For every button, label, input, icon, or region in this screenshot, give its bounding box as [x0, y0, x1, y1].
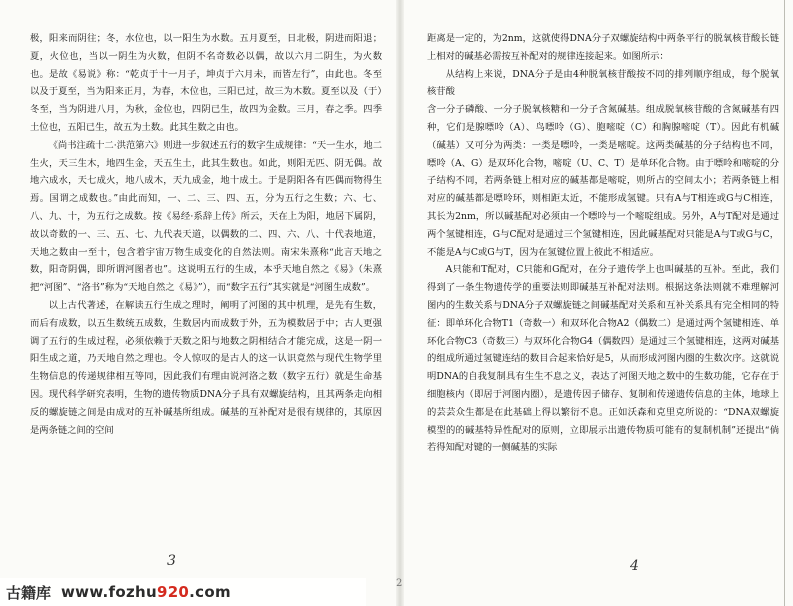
site-watermark [0, 578, 366, 606]
watermark-url-suffix: .com [189, 583, 231, 601]
right-paragraph-4: A只能和T配对，C只能和G配对，在分子遗传学上也叫碱基的互补。至此，我们得到了一条生物遗传学的重要法则即碱基互补配对法则。根据这条法则就不难理解河图内的生数关系与DNA分子双螺旋链之间碱基配对关系和互补关系具有完全相同的特征：即单环化合物T1（奇数一）和双环化合物A2（偶数二）是通过两个氢键相连、单环化合物C3（奇数三）与双环化合物G4（偶数四）是通过三个氢键相连，这两对碱基的组成所通过氢键连结的数目合起来恰好是5，从而形成河图内圈的生数次序。这就说明DNA的自我复制具有生生不息之义，表达了河图天地之数中的生数功能，它存在于细胞核内（即居于河图内圈），是遗传因子储存、复制和传递遗传信息的主体，地球上的芸芸众生都是在此基础上得以繁衍不息。正如沃森和克里克所说的：“DNA双螺旋模型的的碱基特异性配对的原则，立即展示出遗传物质可能有的复制机制”还提出“倘若得知配对键的一侧碱基的实际 [427, 264, 779, 454]
left-paragraph-2: 《尚书注疏十二·洪范第六》则进一步叙述五行的数字生成规律：“天一生水，地二生火，天三生木，地四生金，天五生土，此其生数也。如此，则阳无匹、阴无偶。故地六成水，天七成火，地八成木，天九成金，地十成土。于是阴阳各有匹偶而物得生焉。国谓之成数也。”由此而知，一、二、三、四、五，分为五行之生数；六、七、八、九、十，为五行之成数。按《易经·系辞上传》所云，天在上为阳，地居下属阴，故以奇数的一、三、五、七、九代表天道，以偶数的二、四、六、八、十代表地道，天地之数由一至十，包含着宇宙万物生成变化的自然法则。南宋朱熹称“此言天地之数，阳奇阴偶，即所谓河图者也”。这说明五行的生成，本乎天地自然之《易》（朱熹把“河图”、“洛书”称为“天地自然之《易》”），而“数字五行”其实就是“河图生成数”。 [30, 139, 382, 294]
left-page [30, 30, 382, 576]
watermark-url-number: 920 [156, 583, 190, 601]
book-gutter [396, 0, 404, 606]
page-number-right: 4 [630, 558, 639, 574]
scan-edge-line [784, 0, 785, 606]
watermark-site-name: 古籍库 [6, 583, 52, 602]
right-paragraph-2: 从结构上来说，DNA分子是由4种脱氧核苷酸按不同的排列顺序组成，每个脱氧核苷酸 [427, 68, 779, 98]
gutter-mark: 2 [396, 578, 403, 589]
page-number-left: 3 [167, 553, 176, 569]
left-paragraph-1: 极，阳来而阴往；冬，水位也，以一阳生为水数。五月夏至，日北极，阴进而阳退；夏，火位也，当以一阴生为火数，但阴不名奇数必以偶，故以六月二阴生，为火数也。是故《易说》称：“乾贞于十一月子，坤贞于六月未，而皆左行”，由此也。冬至以及于夏至，当为阳来正月，为春，木位也，三阳已过，故三为木数。夏至以及（于）冬至，当为阴进八月，为秋，金位也，四阴已生，故四为金数。三月，春之季。四季土位也，五阳已生，故五为土数。此其生数之由也。 [30, 33, 382, 133]
watermark-url-prefix: www.fozhu [61, 583, 157, 601]
left-paragraph-3: 以上古代著述，在解读五行生成之理时，阐明了河图的其中机理，是先有生数，而后有成数，以五生数统五成数，生数居内而成数于外，五为模数居于中；古人更强调了五行的生成过程，必须依赖于天数之阳与地数之阴相结合才能完成，这是一阴一阳生成之道，乃天地自然之理也。令人惊叹的是古人的这一认识竟然与现代生物学里生物信息的传递规律相互等同，因此我们有理由说河洛之数（数字五行）就是生命基因。现代科学研究表明，生物的遗传物质DNA分子具有双螺旋结构，且其两条走向相反的螺旋链之间是由成对的互补碱基所组成。碱基的互补配对是很有规律的，其原因是两条链之间的空间 [30, 299, 382, 436]
right-page [427, 30, 779, 576]
right-paragraph-1: 距离是一定的，为2nm，这就使得DNA分子双螺旋结构中两条平行的脱氧核苷酸长链上相对的碱基必需按互补配对的规律连接起来。如图所示： [427, 33, 779, 62]
right-paragraph-3: 含一分子磷酸、一分子脱氧核糖和一分子含氮碱基。组成脱氧核苷酸的含氮碱基有四种，它们是腺嘌呤（A）、鸟嘌呤（G）、胞嘧啶（C）和胸腺嘧啶（T）。因此有机碱（碱基）又可分为两类：一类是嘌呤，一类是嘧啶。这两类碱基的分子结构也不同，嘌呤（A、G）是双环化合物，嘧啶（U、C、T）是单环化合物。由于嘌呤和嘧啶的分子结构不同，若两条链上相对应的碱基都是嘧啶，则所占的空间太小；若两条链上相对应的碱基都是嘌呤环，则相距太近，不能形成氢键。只有A与T相连或G与C相连，其长为2nm，所以碱基配对必须由一个嘌呤与一个嘧啶组成。另外，A与T配对是通过两个氢键相连，G与C配对是通过三个氢键相连，因此碱基配对只能是A与T或G与C，不能是A与C或G与T，因为在氢键位置上彼此不相适应。 [427, 104, 779, 258]
watermark-url [61, 583, 231, 601]
